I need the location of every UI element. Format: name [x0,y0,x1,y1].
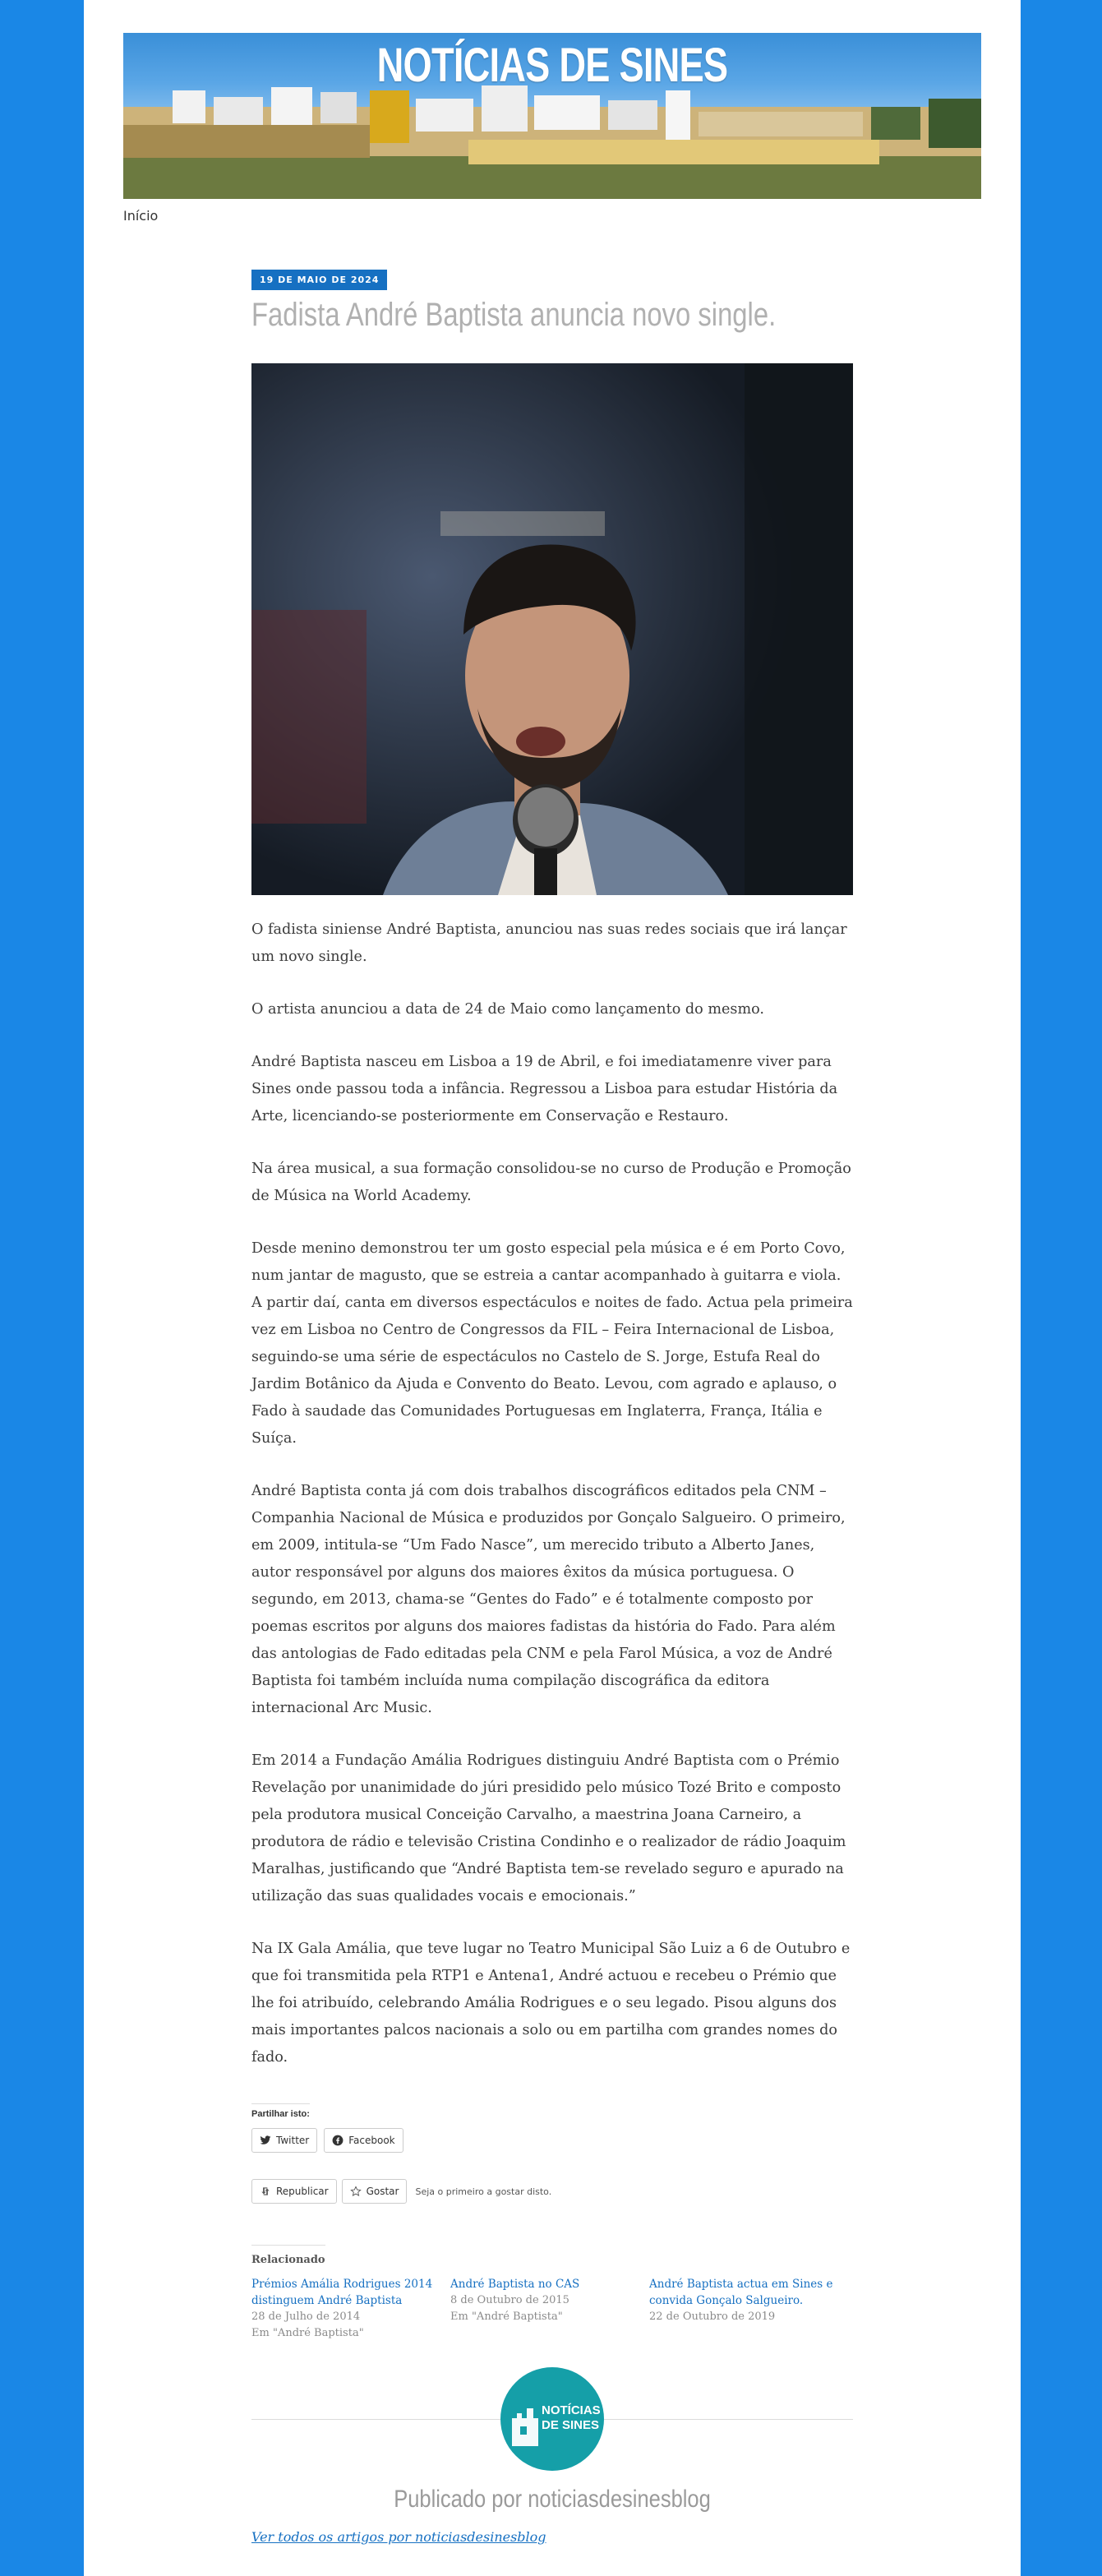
author-avatar[interactable] [500,2367,604,2471]
featured-image [251,363,853,895]
related-item-date: 28 de Julho de 2014 [251,2311,361,2323]
share-label: Partilhar isto: [251,2103,310,2119]
share-buttons [251,2128,853,2153]
paragraph: O fadista siniense André Baptista, anunciou nas suas redes sociais que irá lançar um novo single. [251,921,847,965]
banner-title: NOTÍCIAS DE SINES [376,39,728,92]
share-twitter-button[interactable] [251,2128,317,2153]
twitter-label: Twitter [276,2135,310,2146]
paragraph: O artista anunciou a data de 24 de Maio como lançamento do mesmo. [251,1001,765,1018]
avatar-line1: NOTÍCIAS [542,2403,601,2417]
published-by: Publicado por noticiasdesinesblog [394,2486,711,2513]
related-item-link[interactable]: Prémios Amália Rodrigues 2014 distinguem André Baptista [251,2278,433,2307]
author-box [251,2367,853,2545]
like-count-text: Seja o primeiro a gostar disto. [415,2186,552,2197]
related-item-date: 22 de Outubro de 2019 [649,2311,776,2323]
avatar-line2: DE SINES [542,2418,600,2432]
paragraph: Em 2014 a Fundação Amália Rodrigues distinguiu André Baptista com o Prémio Revelação por unanimidade do júri presidido pelo músico Tozé Brito e composto pela produtora musical Conceição Carvalho, a maestrina Joana Carneiro, a produtora de rádio e televisão Cristina Condinho e o realizador de rádio Joaquim Maralhas, justificando que “André Baptista tem-se revelado seguro e apurado na utilização das suas qualidades vocais e emocionais.” [251,1752,846,1904]
related-item-date: 8 de Outubro de 2015 [450,2294,569,2306]
twitter-icon [260,2135,271,2146]
post-date-badge[interactable]: 19 DE MAIO DE 2024 [251,270,387,290]
paragraph: Desde menino demonstrou ter um gosto especial pela música e é em Porto Covo, num jantar de magusto, que se estreia a cantar acompanhado à guitarra e viola. A partir daí, canta em diversos espectáculos e noites de fado. Actua pela primeira vez em Lisboa no Centro de Congressos da FIL – Feira Internacional de Lisboa, seguindo-se uma série de espectáculos no Castelo de S. Jorge, Estufa Real do Jardim Botânico da Ajuda e Convento do Beato. Levou, com agrado e aplauso, o Fado à saudade das Comunidades Portuguesas em Inglaterra, França, Itália e Suíça. [251,1240,853,1447]
reblog-icon [260,2186,271,2197]
like-row [251,2179,853,2204]
avatar-text [542,2403,601,2433]
paragraph: André Baptista conta já com dois trabalhos discográficos editados pela CNM – Companhia Nacional de Música e produzidos por Gonçalo Salgueiro. O primeiro, em 2009, intitula-se “Um Fado Nasce”, um merecido tributo a Alberto Janes, autor responsável por alguns dos maiores êxitos da música portuguesa. O segundo, em 2013, chama-se “Gentes do Fado” e é totalmente composto por poemas escritos por alguns dos maiores fadistas da história do Fado. Para além das antologias de Fado editadas pela CNM e pela Farol Música, a voz de André Baptista foi também incluída numa compilação discográfica da editora internacional Arc Music. [251,1483,846,1716]
related-posts [251,2245,853,2342]
reblog-button[interactable] [251,2179,337,2204]
related-item-category: Em "André Baptista" [251,2327,364,2339]
post-body [251,916,853,2071]
article [251,270,853,2342]
paragraph: André Baptista nasceu em Lisboa a 19 de Abril, e foi imediatamenre viver para Sines onde passou toda a infância. Regressou a Lisboa para estudar História da Arte, licenciando-se posteriormente em Conservação e Restauro. [251,1054,838,1124]
related-item-category: Em "André Baptista" [450,2311,563,2323]
paragraph: Na área musical, a sua formação consolidou-se no curso de Produção e Promoção de Música na World Academy. [251,1161,851,1204]
facebook-label: Facebook [348,2135,395,2146]
related-item [649,2276,848,2342]
related-grid [251,2276,853,2342]
related-item [450,2276,649,2342]
site-header-banner[interactable] [123,33,981,199]
share-facebook-button[interactable] [324,2128,403,2153]
reblog-label: Republicar [276,2186,329,2197]
see-all-posts-link[interactable]: Ver todos os artigos por noticiasdesinesblog [251,2529,546,2545]
post-title: Fadista André Baptista anuncia novo single. [251,297,777,333]
singer-photo [251,363,853,895]
like-button[interactable] [342,2179,408,2204]
paragraph: Na IX Gala Amália, que teve lugar no Teatro Municipal São Luiz a 6 de Outubro e que foi transmitida pela RTP1 e Antena1, André actuou e recebeu o Prémio que lhe foi atribuído, celebrando Amália Rodrigues e o seu legado. Pisou alguns dos mais importantes palcos nacionais a solo ou em partilha com grandes nomes do fado. [251,1941,851,2066]
related-item-link[interactable]: André Baptista actua em Sines e convida Gonçalo Salgueiro. [649,2278,833,2307]
star-icon [350,2186,362,2197]
related-item-link[interactable]: André Baptista no CAS [450,2278,580,2291]
like-label: Gostar [366,2186,399,2197]
facebook-icon [332,2135,344,2146]
related-item [251,2276,450,2342]
related-label: Relacionado [251,2245,325,2266]
nav-home-link[interactable]: Início [123,208,159,224]
page-container [84,0,1021,2576]
